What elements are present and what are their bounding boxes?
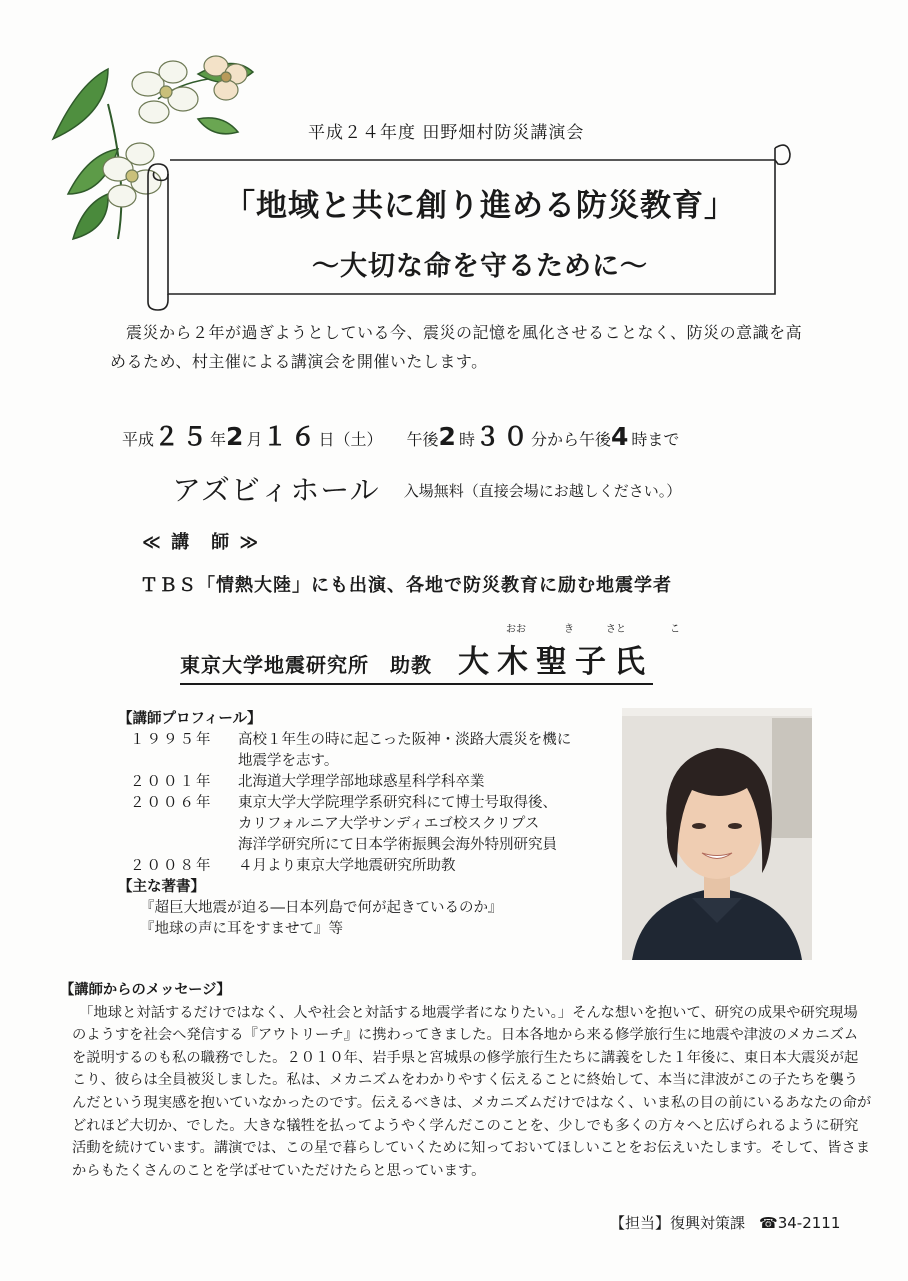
day: １６ bbox=[262, 422, 319, 451]
book-title: 『地球の声に耳をすませて』等 bbox=[140, 921, 343, 937]
message-body: 「地球と対話するだけではなく、人や社会と対話する地震学者になりたい。」そんな想いを抱いて、研究の成果や研究現場のようすを社会へ発信する『アウトリーチ』に携わってきました。日本各地から来る修学旅行生に地震や津波のメカニズムを説明するのも私の職務でした。２０１０年、岩手県と宮城県の修学旅行生たちに講義をした１年後に、東日本大震災が起こり、彼らは全員被災しました。私は、メカニズムをわかりやすく伝えることに終始して、本当に津波がこの子たちを襲うんだという現実感を抱いていなかったのです。伝えるべきは、メカニズムだけではなく、いま私の目の前にいるあなたの命がどれほど大切か、でした。大きな犠牲を払ってようやく学んだこのことを、少しでも多くの方々へと広げられるように研究活動を続けています。講演では、この星で暮らしていくために知っておいてほしいことをお伝えいたします。そして、皆さまからもたくさんのことを学ばせていただけたらと思っています。 bbox=[72, 1004, 872, 1179]
lecturer-tagline: ＴＢＳ「情熱大陸」にも出演、各地で防災教育に励む地震学者 bbox=[140, 575, 672, 596]
year: ２５ bbox=[154, 422, 211, 451]
ruby-3: さと bbox=[606, 624, 626, 635]
message-heading: 【講師からのメッセージ】 bbox=[60, 982, 231, 998]
profile-text: 海洋学研究所にて日本学術振興会海外特別研究員 bbox=[238, 837, 557, 853]
profile-entry bbox=[118, 730, 618, 772]
profile-heading: 【講師プロフィール】 bbox=[118, 711, 262, 727]
speaker-line bbox=[180, 636, 653, 685]
profile-year: ２００８年 bbox=[130, 858, 213, 874]
profile-text: 北海道大学理学部地球惑星科学科卒業 bbox=[238, 774, 485, 790]
phone-icon: ☎ bbox=[759, 1214, 778, 1232]
minute-unit: 分から午後 bbox=[530, 430, 611, 449]
books-heading: 【主な著書】 bbox=[118, 879, 205, 895]
ruby-4: こ bbox=[670, 624, 680, 635]
year-unit: 年 bbox=[210, 430, 227, 449]
profile-entry bbox=[118, 793, 618, 856]
profile-text: 東京大学大学院理学系研究科にて博士号取得後、 bbox=[238, 795, 557, 811]
book-title: 『超巨大地震が迫る―日本列島で何が起きているのか』 bbox=[140, 900, 503, 916]
end-suffix: 時まで bbox=[631, 430, 680, 449]
title-subtitle: ～大切な命を守るために～ bbox=[312, 251, 648, 282]
month: 2 bbox=[226, 422, 247, 451]
day-unit: 日 bbox=[318, 430, 335, 449]
profile-entry bbox=[118, 772, 618, 793]
profile-text: 高校１年生の時に起こった阪神・淡路大震災を機に bbox=[238, 732, 572, 748]
venue-note: 入場無料（直接会場にお越しください。） bbox=[403, 482, 682, 500]
weekday: （土） bbox=[334, 430, 383, 449]
intro-paragraph: 震災から２年が過ぎようとしている今、震災の記憶を風化させることなく、防災の意識を高めるため、村主催による講演会を開催いたします。 bbox=[110, 323, 803, 371]
profile-text: ４月より東京大学地震研究所助教 bbox=[238, 858, 456, 874]
lecturer-profile bbox=[118, 709, 618, 940]
profile-entry bbox=[118, 856, 618, 877]
profile-text: カリフォルニア大学サンディエゴ校スクリプス bbox=[238, 816, 540, 832]
hour-unit: 時 bbox=[458, 430, 475, 449]
start-minute: ３０ bbox=[474, 422, 531, 451]
title-main: 「地域と共に創り進める防災教育」 bbox=[224, 188, 736, 224]
profile-year: ２００１年 bbox=[130, 774, 213, 790]
event-name: 平成２４年度 田野畑村防災講演会 bbox=[308, 123, 585, 143]
profile-text: 地震学を志す。 bbox=[238, 753, 339, 769]
month-unit: 月 bbox=[246, 430, 263, 449]
era: 平成 bbox=[122, 430, 155, 449]
contact-info bbox=[610, 1212, 840, 1233]
profile-year: ２００６年 bbox=[130, 795, 213, 811]
start-hour: 2 bbox=[438, 422, 459, 451]
contact-phone: 34-2111 bbox=[777, 1214, 841, 1232]
end-hour: 4 bbox=[610, 422, 632, 451]
profile-year: １９９５年 bbox=[130, 732, 213, 748]
contact-department: 【担当】復興対策課 bbox=[610, 1214, 746, 1232]
speaker-portrait-photo bbox=[622, 708, 812, 960]
speaker-affiliation: 東京大学地震研究所 助教 bbox=[180, 653, 432, 677]
ruby-2: き bbox=[564, 624, 574, 635]
lecturer-heading: ≪ 講 師 ≫ bbox=[142, 532, 261, 553]
start-prefix: 午後 bbox=[406, 430, 439, 449]
speaker-name: 大木聖子氏 bbox=[458, 644, 653, 680]
venue bbox=[172, 468, 681, 509]
ruby-1: おお bbox=[506, 624, 526, 635]
event-datetime bbox=[122, 417, 679, 453]
lecturer-message bbox=[60, 979, 872, 1182]
venue-name: アズビィホール bbox=[172, 473, 380, 507]
